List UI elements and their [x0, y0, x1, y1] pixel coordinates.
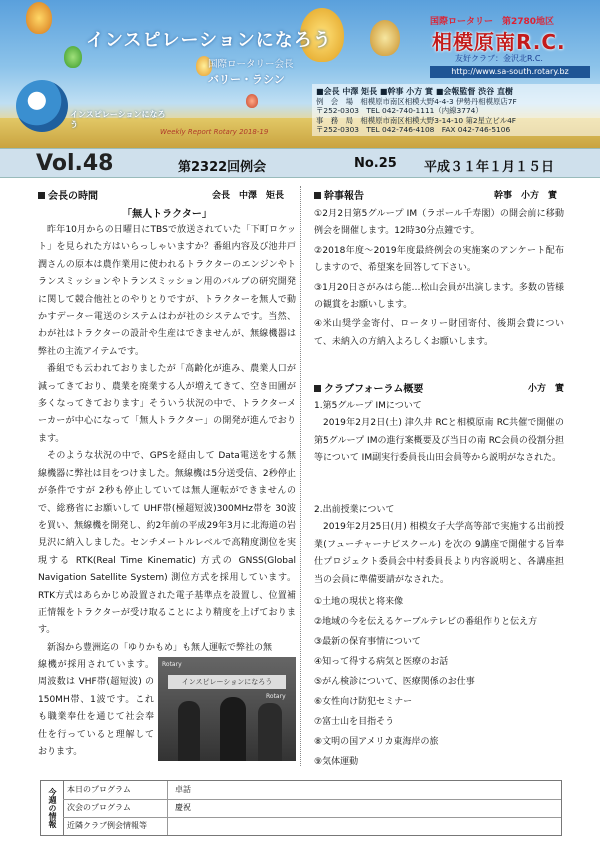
report-item: ②2018年度～2019年度最終例会の実施案のアンケート配布しますので、希望案を回答して下さい。 [314, 245, 564, 274]
forum-heading-text: クラブフォーラム概要 [324, 384, 424, 395]
friend-club: 友好クラブ：金沢北R.C. [455, 54, 543, 63]
secretary-body [314, 206, 564, 351]
office-line: 〒252-0303 TEL 042-740-1111（内線3774） [316, 106, 483, 115]
paragraph: 2019年2月2日(土) 津久井 RCと相模原南 RC共催で開催の第5グループ IMの進行案概要及び当日の南 RC会員の役割分担等について IM副実行委員長山田会員等から説明がなされた。 [314, 418, 564, 464]
lecture-item: ⑨気体運動 [314, 757, 359, 767]
photo-sign-text: Rotary [162, 661, 182, 668]
lecture-item: ⑥女性向け防犯セミナー [314, 697, 413, 707]
president-heading-text: 会長の時間 [48, 191, 98, 202]
secretary-heading-text: 幹事報告 [324, 191, 364, 202]
square-bullet-icon [314, 385, 321, 392]
office-line: 〒252-0303 TEL 042-746-4108 FAX 042-746-5106 [316, 125, 511, 134]
person-figure [220, 697, 246, 761]
president-body [38, 222, 296, 657]
meeting-photo [158, 657, 296, 761]
column-divider [300, 186, 302, 766]
person-figure [258, 703, 282, 761]
forum-section-1 [314, 398, 564, 468]
club-info-box [312, 84, 600, 136]
row-key: 本日のプログラム [67, 781, 168, 799]
club-name: 相模原南R.C. [432, 30, 566, 54]
weekly-info-label: 今週の情報 [41, 781, 64, 835]
row-value: 慶祝 [175, 803, 191, 812]
paragraph: 番組でも云われておりましたが「高齢化が進み、農業人口が減ってきており、農業を廃業する人が増えてきて、空き田圃が多くなってきております」そういう状況の中で、トラクターメーカーが中心になって「無人トラクター」の開発が進んでおります。 [38, 364, 296, 444]
lecture-item: ①土地の現状と将来像 [314, 597, 404, 607]
balloon-graphic [26, 2, 52, 34]
lecture-list [314, 592, 537, 772]
president-heading [38, 187, 98, 202]
lecture-item: ④知って得する病気と医療のお話 [314, 657, 449, 667]
lecture-item: ⑧文明の国アメリカ東海岸の旅 [314, 737, 439, 747]
table-row [63, 799, 561, 818]
lecture-item: ⑦富士山を目指そう [314, 717, 395, 727]
paragraph: 昨年10月からの日曜日にTBSで放送されていた「下町ロケット」を見られた方はいらっしゃいますか？番組内容及び池井戸潤さんの原本は農作業用に使われるトラクターのエンジンやトランスミッションやトランスミッション用のバルブの研究開発に関して競合他社とのやりとりですが、トラクターを無人で動かすデーター電送のシステムはわが社のシステムです。当然、わが社はトラクターの設計や生産はできませんが、無線機器は弊社の主流アイテムです。 [38, 225, 296, 357]
issue-number: No.25 [354, 156, 397, 171]
ri-president-role: 国際ロータリー会長 [208, 59, 294, 70]
photo-sign-text: Rotary [266, 693, 286, 700]
lecture-item: ⑤がん検診について、医療関係のお仕事 [314, 677, 475, 687]
row-value: 卓話 [175, 785, 191, 794]
table-row [63, 781, 561, 800]
balloon-graphic [246, 94, 258, 108]
square-bullet-icon [314, 192, 321, 199]
president-role: 会長 中澤 矩長 [212, 191, 285, 201]
officers-line: ■会長 中澤 矩長 ■幹事 小方 實 ■会報監督 渋谷 直樹 [316, 87, 513, 96]
weekly-report-label: Weekly Report Rotary 2018-19 [160, 128, 269, 136]
forum-subtitle: 1.第5グループ IMについて [314, 401, 422, 411]
paragraph: 新潟から豊洲迄の「ゆりかもめ」も無人運転で弊社の無 [47, 642, 273, 653]
district-label: 国際ロータリー 第2780地区 [430, 17, 555, 27]
ri-president-name: バリー・ラシン [208, 73, 285, 86]
row-key: 近隣クラブ例会情報等 [67, 817, 168, 835]
forum-role: 小方 實 [528, 384, 565, 394]
table-row [63, 817, 561, 835]
paragraph: 2019年2月25日(月) 相模女子大学高等部で実施する出前授業(フューチャーナビスクール) を次の 9講座で開催する旨奉仕プロジェクト委員会中村委員長より内容説明と、各講座担当の会員に準備要請がなされた。 [314, 522, 564, 585]
person-figure [178, 701, 200, 761]
secretary-role: 幹事 小方 實 [494, 191, 558, 201]
theme-logo-icon [16, 80, 68, 132]
balloon-graphic [370, 20, 400, 56]
report-item: ③1月20日さがみはら能…松山会員が出演します。多数の皆様の観賞をお願いします。 [314, 282, 564, 311]
president-title: 「無人トラクター」 [122, 209, 212, 220]
row-key: 次会のプログラム [67, 799, 168, 817]
balloon-graphic [64, 46, 82, 68]
secretary-heading [314, 187, 364, 202]
paragraph: そのような状況の中で、GPSを経由して Data電送をする無線機器に弊社は目をつけました。無線機は5分送受信、2秒停止が条件ですが 2秒も停止していては無人運転ができませんので、総務省にお願いして UHF帯(極超短波)300MHz帯を 30波を買い、無線機を開発し、約2年前の平成29年3月に北海道の岩見沢に納入しました。センチメートルレベルで高精度測位を実現する RTK(Real Time Kinematic) 方式の GNSS(Global Navigation Satellite System) 測位方式を採用しています。RTK方式はあらかじめ設置された電子基準点を設置し、位置補正情報をトラクターが受け取ることにより精度を上げております。 [38, 451, 296, 636]
logo-text: インスピレーションになろう [70, 110, 166, 129]
paragraph: 線機が採用されています。周波数は VHF帯(超短波) の 150MH帯、1波です。これも職業奉仕を通じて社会奉仕を行っていると理解しております。 [38, 660, 154, 758]
meeting-number: 第2322回例会 [178, 160, 267, 175]
forum-subtitle: 2.出前授業について [314, 505, 395, 515]
lecture-item: ③最新の保育事情について [314, 637, 421, 647]
theme-title: インスピレーションになろう [86, 30, 332, 51]
club-url[interactable]: http://www.sa-south.rotary.bz [430, 66, 590, 78]
forum-section-2 [314, 502, 564, 589]
office-line: 事 務 局 相模原市南区相模大野3-14-10 第2星立ビル4F [316, 115, 517, 125]
report-item: ④米山奨学金寄付、ロータリー財団寄付、後期会費について、未納入の方納入よろしくお願いします。 [314, 319, 564, 347]
weekly-info-table [40, 780, 562, 836]
photo-banner-text: インスピレーションになろう [168, 675, 286, 689]
issue-date: 平成３１年１月１５日 [424, 160, 555, 175]
forum-heading [314, 380, 423, 395]
square-bullet-icon [38, 192, 45, 199]
report-item: ①2月2日第5グループ IM（ラポール千寿閣）の開会前に移動例会を開催します。12時30分点鐘です。 [314, 209, 564, 237]
lecture-item: ②地域の今を伝えるケーブルテレビの番組作りと伝え方 [314, 617, 538, 627]
header-banner [0, 0, 600, 148]
volume-number: Vol.48 [36, 151, 114, 176]
president-body-continued [38, 657, 154, 761]
office-line: 例 会 場 相模原市南区相模大野4-4-3 伊勢丹相模原店7F [316, 96, 517, 106]
